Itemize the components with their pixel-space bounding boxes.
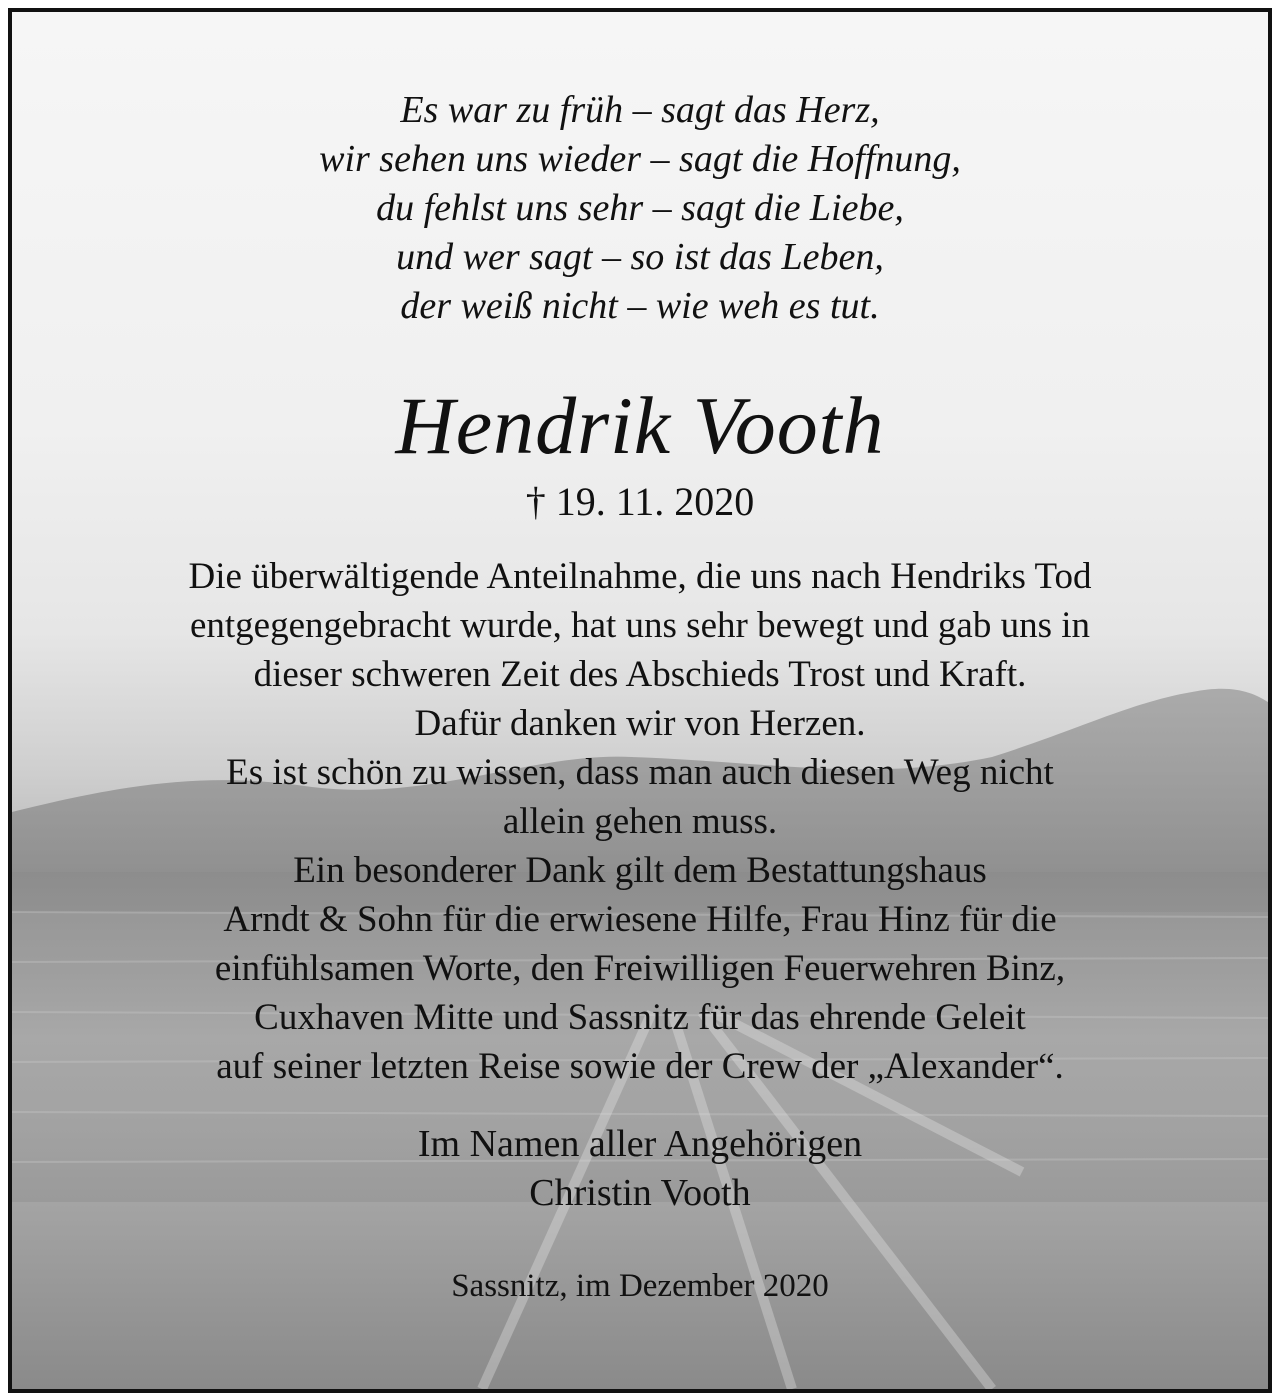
message-line: allein gehen muss. (502, 801, 778, 842)
thank-you-message (12, 552, 1268, 1091)
message-line: Cuxhaven Mitte und Sassnitz für das ehrende Geleit (254, 997, 1026, 1038)
message-line: Ein besonderer Dank gilt dem Bestattungshaus (293, 850, 987, 891)
signature-block (12, 1120, 1268, 1218)
signature-name: Christin Vooth (529, 1172, 751, 1214)
place-and-date: Sassnitz, im Dezember 2020 (451, 1268, 829, 1304)
signature-line: Im Namen aller Angehörigen (417, 1123, 863, 1165)
poem-line: wir sehen uns wieder – sagt die Hoffnung, (319, 138, 961, 180)
message-line: Die überwältigende Anteilnahme, die uns nach Hendriks Tod (188, 556, 1092, 597)
message-line: Es ist schön zu wissen, dass man auch diesen Weg nicht (226, 752, 1054, 793)
message-line: dieser schweren Zeit des Abschieds Trost und Kraft. (253, 654, 1027, 695)
obituary-card (8, 8, 1272, 1393)
message-line: einfühlsamen Worte, den Freiwilligen Feuerwehren Binz, (214, 948, 1066, 989)
message-line: Dafür danken wir von Herzen. (414, 703, 866, 744)
poem-line: und wer sagt – so ist das Leben, (396, 236, 884, 278)
poem-line: Es war zu früh – sagt das Herz, (400, 89, 880, 131)
message-line: entgegengebracht wurde, hat uns sehr bewegt und gab uns in (189, 605, 1091, 646)
poem-line: du fehlst uns sehr – sagt die Liebe, (376, 187, 904, 229)
poem-block (12, 86, 1268, 331)
death-date: † 19. 11. 2020 (525, 479, 755, 524)
poem-line: der weiß nicht – wie weh es tut. (400, 285, 880, 327)
message-line: auf seiner letzten Reise sowie der Crew der „Alexander“. (216, 1046, 1064, 1087)
deceased-name: Hendrik Vooth (395, 380, 885, 471)
message-line: Arndt & Sohn für die erwiesene Hilfe, Frau Hinz für die (223, 899, 1057, 940)
obituary-content (12, 12, 1268, 1389)
